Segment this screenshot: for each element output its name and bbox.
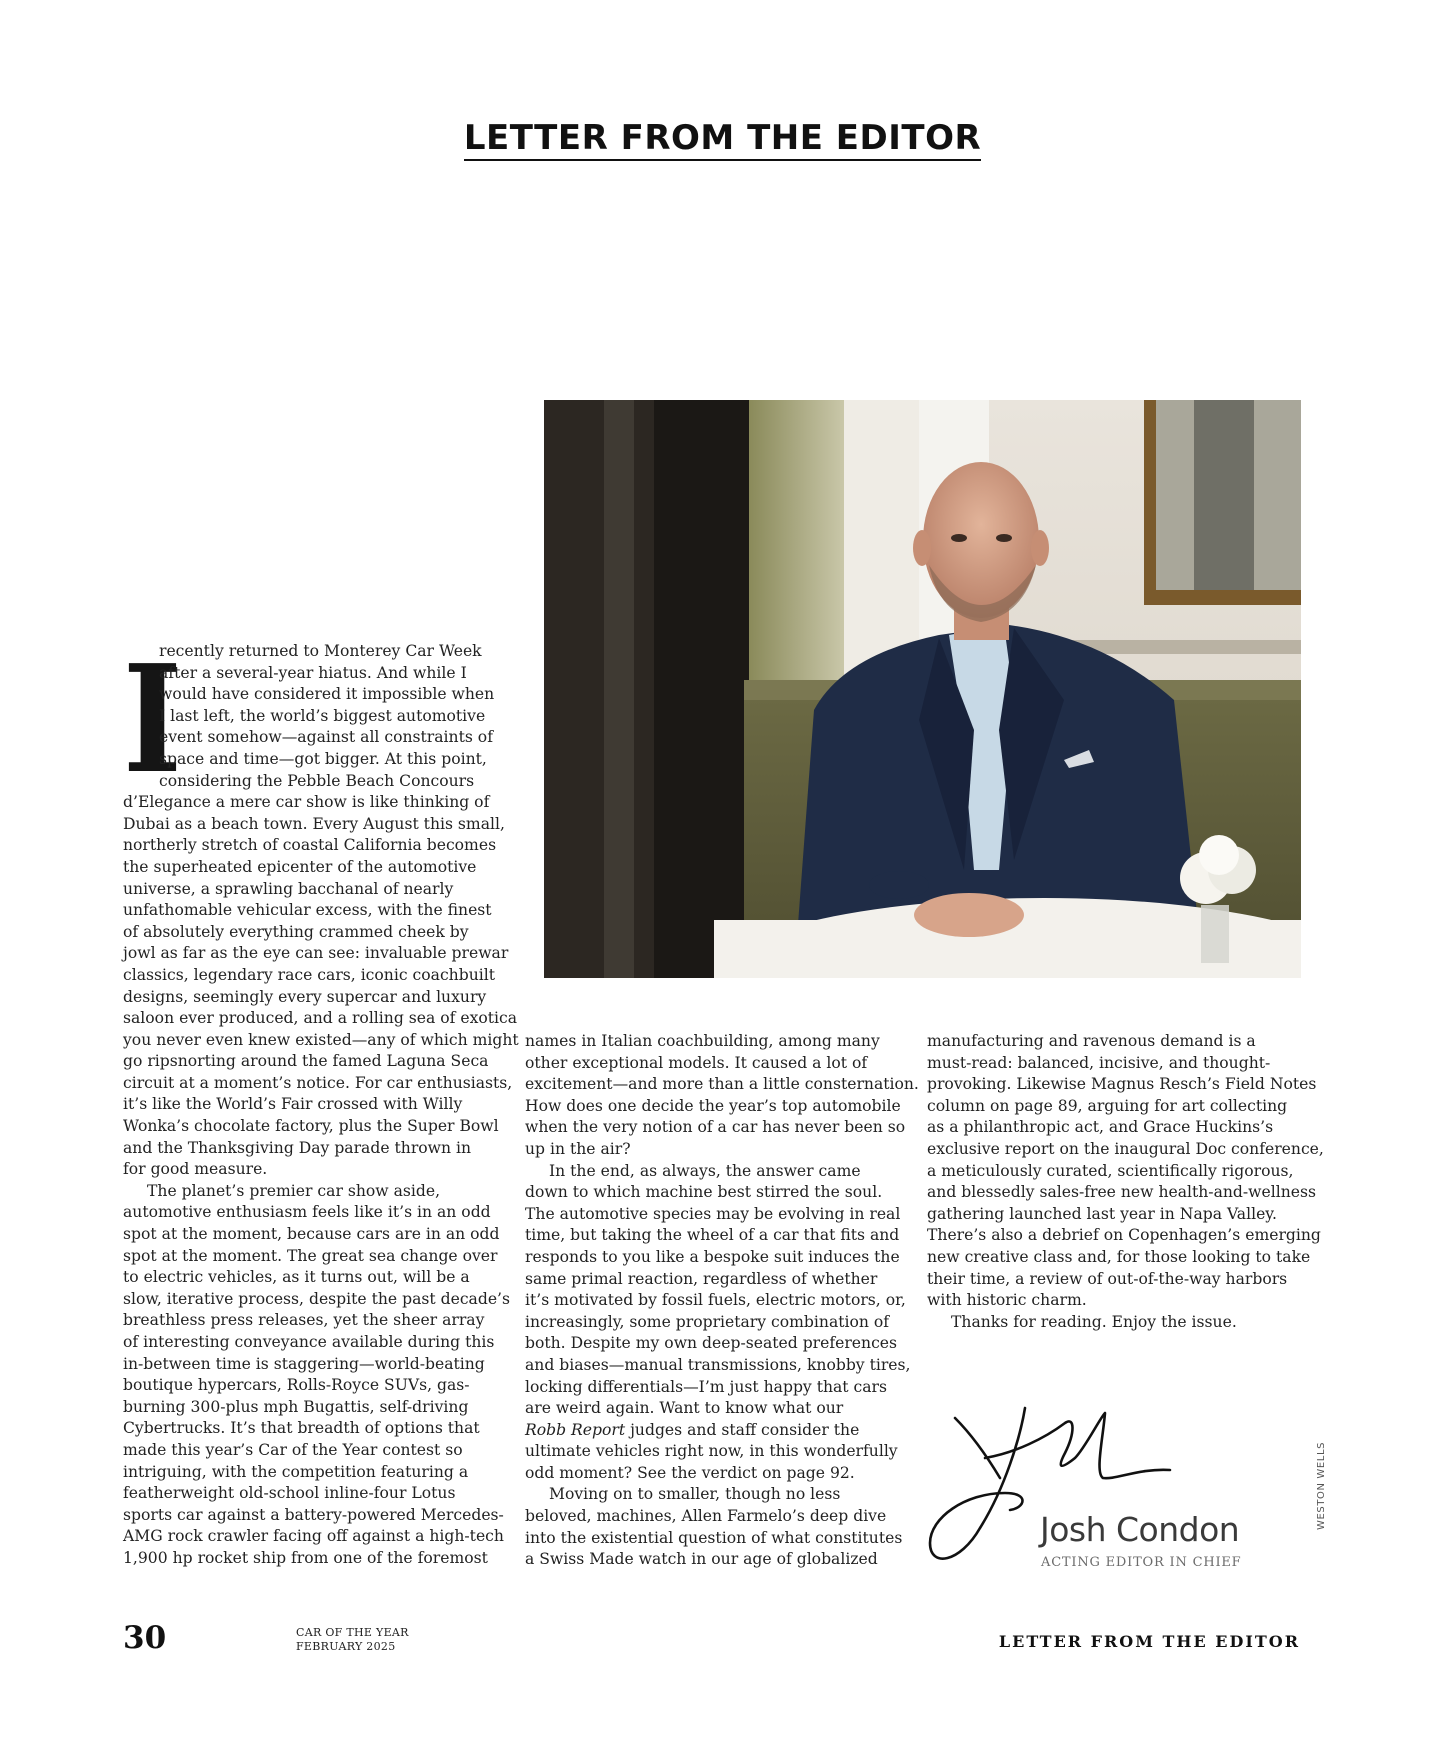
article-line: new creative class and, for those looking to take [927,1247,1311,1266]
article-line: other exceptional models. It caused a lot of [525,1053,868,1072]
article-line: intriguing, with the competition featuring a [123,1462,469,1481]
article-line: ultimate vehicles right now, in this wonderfully [525,1442,898,1461]
article-line: in-between time is staggering—world-beating [123,1354,485,1373]
article-line: space and time—got bigger. At this point, [159,749,487,768]
article-line: locking differentials—I’m just happy that cars [525,1377,888,1396]
article-line: spot at the moment, because cars are in an odd [123,1225,500,1244]
portrait-illustration [544,400,1301,978]
article-line: would have considered it impossible when [159,685,495,704]
article-line: burning 300-plus mph Bugattis, self-driving [123,1397,469,1416]
article-line: manufacturing and ravenous demand is a [927,1032,1256,1050]
article-line: AMG rock crawler facing off against a high-tech [123,1527,504,1546]
article-line: to electric vehicles, as it turns out, will be a [123,1268,470,1287]
photo-credit: WESTON WELLS [1316,1441,1327,1530]
footer-issue [296,1626,409,1654]
article-column-2 [525,1031,919,1571]
article-line: go ripsnorting around the famed Laguna Seca [123,1052,489,1071]
footer-section-title: LETTER FROM THE EDITOR [998,1632,1300,1651]
article-line: responds to you like a bespoke suit induces the [525,1247,900,1266]
article-line: and blessedly sales-free new health-and-wellness [927,1183,1316,1202]
article-line: universe, a sprawling bacchanal of nearly [123,879,454,898]
article-line: when the very notion of a car has never been so [525,1118,906,1137]
article-line: unfathomable vehicular excess, with the finest [123,901,492,920]
article-line: column on page 89, arguing for art collecting [927,1096,1288,1115]
article-line: exclusive report on the inaugural Doc conference, [927,1139,1324,1158]
article-line: saloon ever produced, and a rolling sea of exotica [123,1009,518,1028]
article-line: designs, seemingly every supercar and luxury [123,987,487,1006]
page-heading [0,118,1445,161]
article-line: The automotive species may be evolving in real [525,1204,901,1223]
article-line: recently returned to Monterey Car Week [159,642,482,660]
article-line: boutique hypercars, Rolls-Royce SUVs, gas- [123,1376,470,1395]
editor-title: ACTING EDITOR IN CHIEF [1041,1555,1242,1570]
article-line: classics, legendary race cars, iconic coachbuilt [123,965,495,984]
article-line: are weird again. Want to know what our [525,1399,844,1418]
article-line: automotive enthusiasm feels like it’s in an odd [123,1203,491,1222]
article-line: time, but taking the wheel of a car that fits and [525,1226,900,1245]
article-line: Thanks for reading. Enjoy the issue. [951,1312,1237,1331]
article-line: names in Italian coachbuilding, among many [525,1032,880,1050]
article-line: as a philanthropic act, and Grace Huckins’s [927,1118,1274,1137]
article-line: it’s motivated by fossil fuels, electric motors, or, [525,1291,906,1310]
article-line: d’Elegance a mere car show is like thinking of [123,793,490,812]
article-line: excitement—and more than a little consternation. [525,1075,919,1094]
article-line: breathless press releases, yet the sheer array [123,1311,485,1330]
footer-issue-title: CAR OF THE YEAR [296,1626,409,1639]
article-line: provoking. Likewise Magnus Resch’s Field Notes [927,1075,1317,1094]
article-line: gathering launched last year in Napa Valley. [927,1204,1277,1223]
article-line: the superheated epicenter of the automotive [123,857,477,876]
article-line: their time, a review of out-of-the-way harbors [927,1269,1288,1288]
article-line: into the existential question of what constitutes [525,1528,903,1547]
article-line: Dubai as a beach town. Every August this small, [123,814,505,833]
article-line: and biases—manual transmissions, knobby tires, [525,1355,911,1374]
article-line: spot at the moment. The great sea change over [123,1246,498,1265]
publication-name: Robb Report [525,1420,626,1439]
article-line: for good measure. [123,1160,268,1179]
article-line: beloved, machines, Allen Farmelo’s deep dive [525,1507,887,1526]
article-line: circuit at a moment’s notice. For car enthusiasts, [123,1073,513,1092]
article-line: you never even knew existed—any of which might [123,1030,519,1049]
article-line: Robb Report judges and staff consider the [525,1420,860,1439]
article-line: Wonka’s chocolate factory, plus the Super Bowl [123,1117,499,1136]
article-line: In the end, as always, the answer came [549,1161,861,1180]
article-line: increasingly, some proprietary combination of [525,1312,890,1331]
article-line: down to which machine best stirred the soul. [525,1183,883,1202]
article-line: must-read: balanced, incisive, and thought- [927,1053,1271,1072]
article-line: with historic charm. [927,1291,1087,1310]
article-line: it’s like the World’s Fair crossed with Willy [123,1095,463,1114]
article-line: The planet’s premier car show aside, [147,1181,441,1200]
article-line: considering the Pebble Beach Concours [159,771,475,790]
article-line: odd moment? See the verdict on page 92. [525,1463,855,1482]
article-line: northerly stretch of coastal California becomes [123,836,497,855]
article-line: I last left, the world’s biggest automotive [159,706,486,725]
article-line: 1,900 hp rocket ship from one of the foremost [123,1548,488,1567]
article-line: event somehow—against all constraints of [159,728,493,747]
article-line: same primal reaction, regardless of whether [525,1269,878,1288]
article-line: slow, iterative process, despite the past decade’s [123,1289,511,1308]
article-column-1 [123,632,519,1570]
editor-portrait-photo [544,400,1301,978]
article-line: How does one decide the year’s top automobile [525,1096,901,1115]
page-title: LETTER FROM THE EDITOR [464,118,981,161]
article-line: after a several-year hiatus. And while I [159,663,467,682]
article-line: featherweight old-school inline-four Lotus [123,1484,456,1503]
article-column-3 [927,1031,1324,1333]
article-line: a meticulously curated, scientifically rigorous, [927,1161,1294,1180]
article-line: up in the air? [525,1139,631,1158]
article-line: of interesting conveyance available during this [123,1333,495,1351]
article-line: jowl as far as the eye can see: invaluable prewar [123,944,509,963]
article-line: and the Thanksgiving Day parade thrown in [123,1138,472,1157]
article-line: both. Despite my own deep-seated preferences [525,1334,898,1353]
article-line: made this year’s Car of the Year contest so [123,1440,463,1459]
footer-issue-date: FEBRUARY 2025 [296,1640,396,1653]
article-line: Moving on to smaller, though no less [549,1485,841,1504]
editor-name: Josh Condon [1040,1510,1240,1549]
article-line: sports car against a battery-powered Mercedes- [123,1505,504,1524]
article-line: a Swiss Made watch in our age of globalized [525,1550,878,1569]
article-line: Cybertrucks. It’s that breadth of options that [123,1419,480,1438]
drop-cap: I [123,632,182,806]
page-number: 30 [123,1620,167,1656]
article-line: There’s also a debrief on Copenhagen’s emerging [927,1226,1321,1245]
article-line: of absolutely everything crammed cheek by [123,922,469,941]
